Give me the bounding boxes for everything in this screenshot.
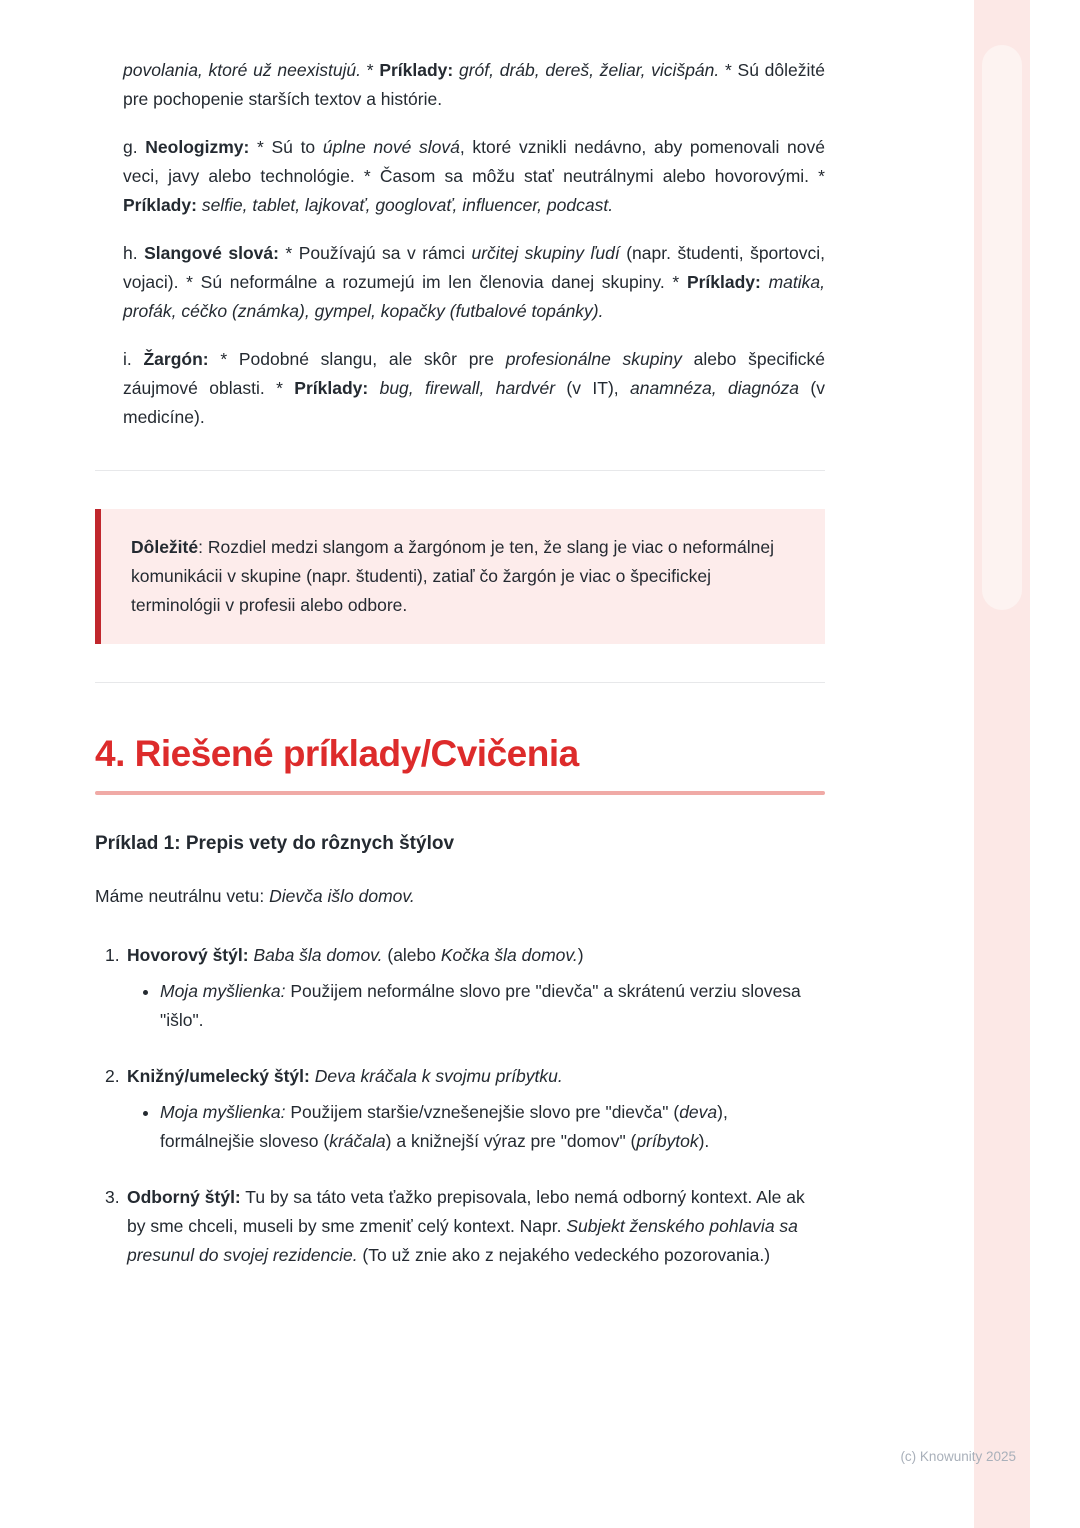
list-item-knizny-styl [95, 1062, 825, 1156]
list-item-number: 2. [105, 1066, 120, 1086]
scrollbar-thumb[interactable] [982, 45, 1022, 610]
section-divider-bottom [95, 682, 825, 683]
copyright-footer: (c) Knowunity 2025 [900, 1449, 1016, 1464]
paragraph-slangove-slova: h. Slangové slová: * Používajú sa v rámci určitej skupiny ľudí (napr. študenti, športovci, vojaci). * Sú neformálne a rozumejú im len členovia danej skupiny. * Príklady: matika, profák, céčko (známka), gympel, kopačky (futbalové topánky). [123, 243, 825, 321]
sub-bullet-list [127, 1098, 825, 1156]
example-title: Príklad 1: Prepis vety do rôznych štýlov [95, 833, 455, 854]
list-item-body [127, 1183, 825, 1270]
list-item-number: 1. [105, 945, 120, 965]
paragraph-archaic-words-examples: povolania, ktoré už neexistujú. * Príklady: gróf, dráb, dereš, želiar, vicišpán. * Sú dôležité pre pochopenie starších textov a histórie. [123, 60, 825, 109]
sub-bullet-text: • Moja myšlienka: Použijem neformálne slovo pre "dievča" a skrátenú verziu slovesa "išlo". [160, 981, 801, 1030]
sub-bullet-item [160, 977, 825, 1035]
scrollbar-track[interactable] [974, 0, 1030, 1528]
list-item-body [127, 941, 825, 1035]
sub-bullet-item [160, 1098, 825, 1156]
important-callout [95, 509, 825, 644]
section-divider-top [95, 470, 825, 471]
list-item-body [127, 1062, 825, 1156]
list-item-hovorovy-styl [95, 941, 825, 1035]
list-item-number: 3. [105, 1187, 120, 1207]
list-item-odborny-styl [95, 1183, 825, 1270]
heading-underline [95, 791, 825, 795]
document-content [95, 0, 825, 1297]
list-item-text: Hovorový štýl: Baba šla domov. (alebo Kočka šla domov.) [127, 945, 584, 965]
section-heading: 4. Riešené príklady/Cvičenia [95, 733, 579, 774]
sub-bullet-list [127, 977, 825, 1035]
styles-list [95, 941, 825, 1270]
list-item-text: Knižný/umelecký štýl: Deva kráčala k svojmu príbytku. [127, 1066, 563, 1086]
sub-bullet-text: • Moja myšlienka: Použijem staršie/vznešenejšie slovo pre "dievča" (deva), formálnejšie sloveso (kráčala) a knižnejší výraz pre "domov" (príbytok). [160, 1102, 728, 1151]
intro-sentence: Máme neutrálnu vetu: Dievča išlo domov. [95, 886, 415, 906]
important-callout-text: Dôležité: Rozdiel medzi slangom a žargónom je ten, že slang je viac o neformálnej komunikácii v skupine (napr. študenti), zatiaľ čo žargón je viac o špecifickej terminológii v profesii alebo odbore. [131, 537, 774, 615]
paragraph-neologizmy: g. Neologizmy: * Sú to úplne nové slová, ktoré vznikli nedávno, aby pomenovali nové veci, javy alebo technológie. * Časom sa môžu stať neutrálnymi alebo hovorovými. * Príklady: selfie, tablet, lajkovať, googlovať, influencer, podcast. [123, 137, 825, 215]
list-item-text: Odborný štýl: Tu by sa táto veta ťažko prepisovala, lebo nemá odborný kontext. Ale ak by sme chceli, museli by sme zmeniť celý kontext. Napr. Subjekt ženského pohlavia sa presunul do svojej rezidencie. (To už znie ako z nejakého vedeckého pozorovania.) [127, 1187, 805, 1265]
paragraph-zargon: i. Žargón: * Podobné slangu, ale skôr pre profesionálne skupiny alebo špecifické záujmové oblasti. * Príklady: bug, firewall, hardvér (v IT), anamnéza, diagnóza (v medicíne). [123, 349, 825, 427]
